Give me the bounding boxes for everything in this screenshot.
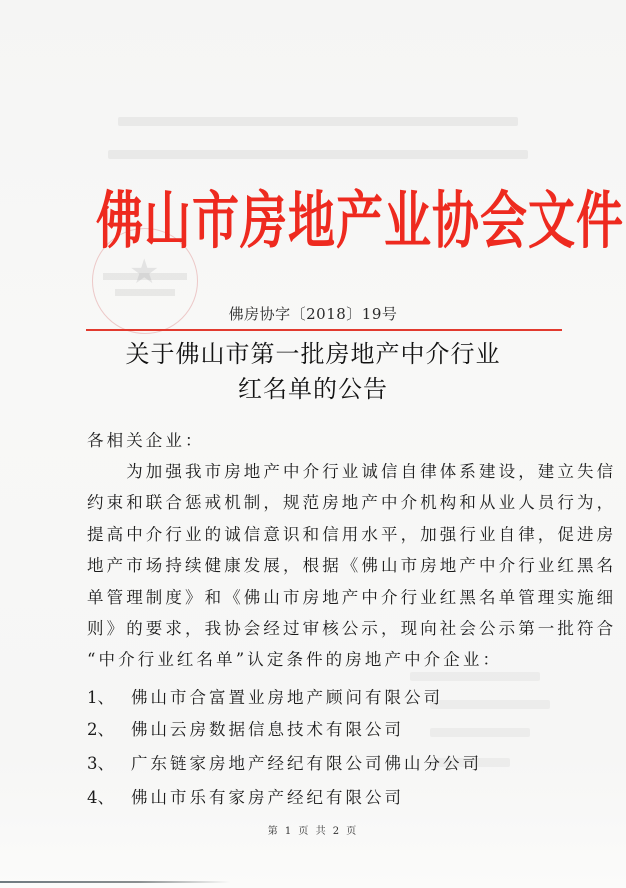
salutation: 各相关企业：	[87, 431, 205, 450]
body-line: 约束和联合惩戒机制，规范房地产中介机构和从业人员行为，	[87, 493, 617, 512]
list-item	[87, 750, 482, 774]
body-line: “中介行业红名单”认定条件的房地产中介企业：	[87, 650, 503, 669]
body-line: 单管理制度》和《佛山市房地产中介行业红黑名单管理实施细	[87, 588, 617, 607]
masthead-title: 佛山市房地产业协会文件	[96, 185, 624, 258]
red-divider-line	[86, 329, 562, 331]
scan-edge	[0, 881, 230, 883]
star-icon: ★	[129, 252, 160, 292]
body-line: 则》的要求，我协会经过审核公示，现向社会公示第一批符合	[87, 619, 617, 638]
document-number: 佛房协字〔2018〕19号	[228, 305, 398, 323]
company-name: 佛山市合富置业房地产顾问有限公司	[131, 688, 443, 707]
page-footer: 第 1 页 共 2 页	[267, 826, 359, 837]
company-name: 佛山云房数据信息技术有限公司	[131, 720, 404, 739]
company-name: 广东链家房地产经纪有限公司佛山分公司	[131, 754, 482, 773]
list-number: 1、	[87, 688, 114, 707]
company-name: 佛山市乐有家房产经纪有限公司	[131, 788, 404, 807]
body-line: 为加强我市房地产中介行业诚信自律体系建设，建立失信	[87, 462, 617, 481]
body-line: 提高中介行业的诚信意识和信用水平，加强行业自律，促进房	[87, 525, 617, 544]
seal-text	[115, 289, 175, 296]
notice-title-line-1: 关于佛山市第一批房地产中介行业	[125, 340, 501, 368]
list-item	[87, 684, 443, 708]
list-number: 4、	[87, 788, 114, 807]
list-number: 3、	[87, 754, 114, 773]
notice-title-line-2: 红名单的公告	[238, 375, 388, 403]
list-number: 2、	[87, 720, 114, 739]
body-line: 地产市场持续健康发展，根据《佛山市房地产中介行业红黑名	[87, 556, 617, 575]
list-item	[87, 784, 404, 808]
list-item	[87, 716, 404, 740]
seal-text	[103, 273, 187, 280]
